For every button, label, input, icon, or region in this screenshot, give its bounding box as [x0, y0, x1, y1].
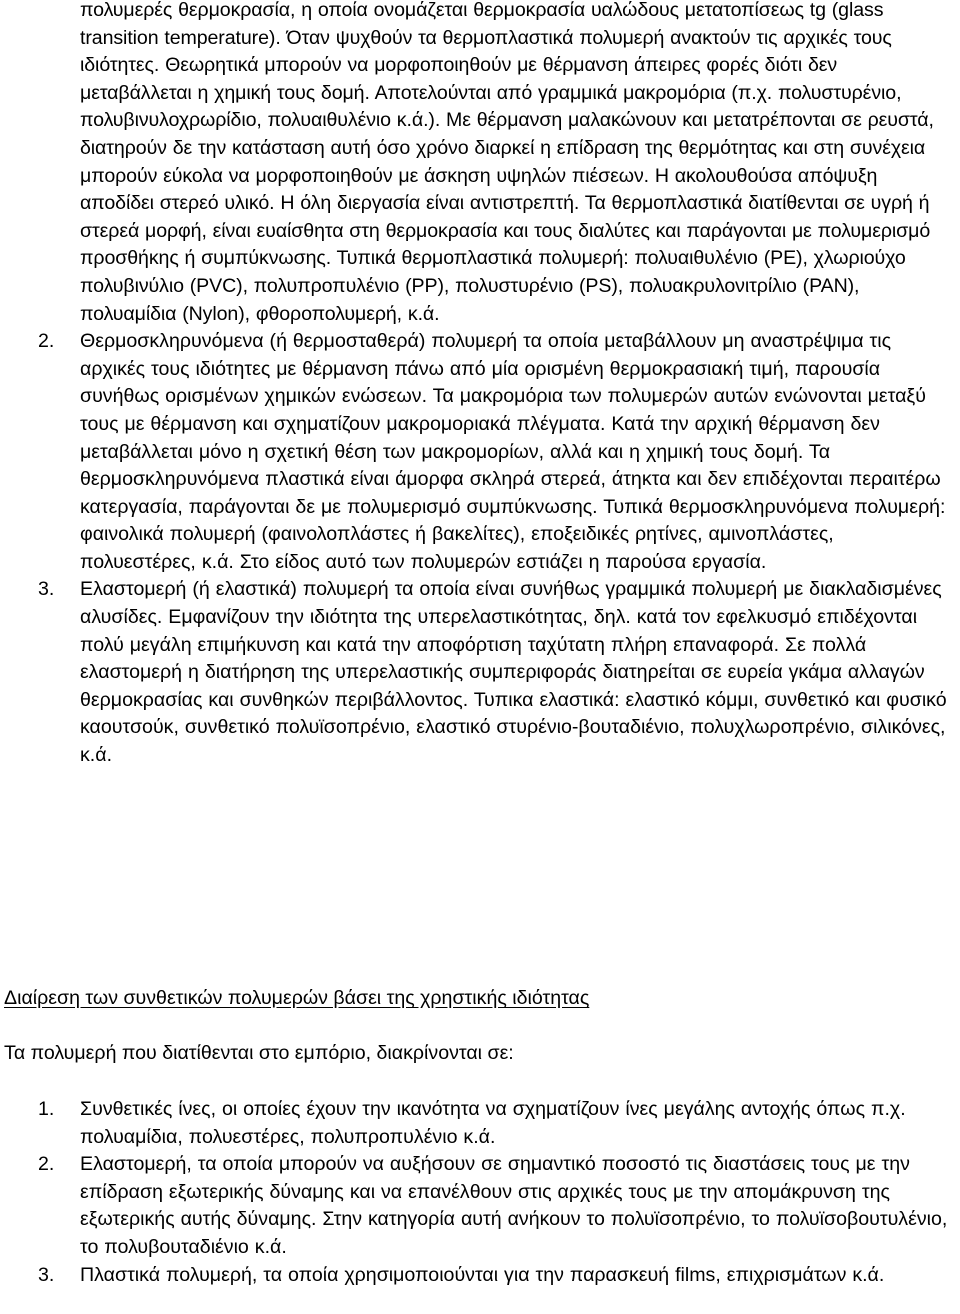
- list-item-number: 3.: [38, 1263, 55, 1286]
- list-item-number: 1.: [38, 1098, 55, 1120]
- list-item-number: 3.: [38, 578, 55, 601]
- intro-paragraph: Τα πολυμερή που διατίθενται στο εμπόριο, διακρίνονται σε:: [4, 1042, 514, 1064]
- list-item-text: Πλαστικά πολυμερή, τα οποία χρησιμοποιούνται για την παρασκευή films, επιχρισμάτων κ.ά.: [80, 1263, 885, 1286]
- list-item: [0, 576, 960, 769]
- list-item-text: Ελαστομερή (ή ελαστικά) πολυμερή τα οποία είναι συνήθως γραμμικά πολυμερή με διακλαδισμένες αλυσίδες. Εμφανίζουν την ιδιότητα της υπερελαστικότητας, δηλ. κατά τον εφελκυσμό επιδέχονται πολύ μεγάλη επιμήκυνση και κατά την αποφόρτιση ταχύτατη πλήρη επαναφορά. Σε πολλά ελαστομερή η διατήρηση της υπερελαστικής συμπεριφοράς διατηρείται σε ευρεία γκάμα αλλαγών θερμοκρασίας και συνθηκών περιβάλλοντος. Τυπικα ελαστικά: ελαστικό κόμμι, συνθετικό και φυσικό καουτσούκ, συνθετικό πολυϊσοπρένιο, ελαστικό στυρένιο-βουταδιένιο, πολυχλωροπρένιο, σιλικόνες, κ.ά.: [80, 578, 947, 767]
- list-item: [0, 0, 960, 328]
- commercial-polymers-list: [0, 1096, 960, 1289]
- list-item-text: Θερμοσκληρυνόμενα (ή θερμοσταθερά) πολυμερή τα οποία μεταβάλλουν μη αναστρέψιμα τις αρχικές τους ιδιότητες με θέρμανση πάνω από μία ορισμένη θερμοκρασιακή τιμή, παρουσία συνήθως ορισμένων χημικών ενώσεων. Τα μακρομόρια των πολυμερών αυτών ενώνονται μεταξύ τους με θέρμανση και σχηματίζουν μακρομοριακά πλέγματα. Κατά την αρχική θέρμανση δεν μεταβάλλεται μόνο η σχετική θέση των μακρομορίων, αλλά και η χημική τους δομή. Τα θερμοσκληρυνόμενα πλαστικά είναι άμορφα σκληρά στερεά, άτηκτα και δεν επιδέχονται περαιτέρω κατεργασία, παράγονται δε με πολυμερισμό συμπύκνωσης. Τυπικά θερμοσκληρυνόμενα πολυμερή: φαινολικά πολυμερή (φαινολοπλάστες ή βακελίτες), εποξειδικές ρητίνες, αμινοπλάστες, πολυεστέρες, κ.ά. Στο είδος αυτό των πολυμερών εστιάζει η παρούσα εργασία.: [80, 330, 946, 573]
- list-item-number: 2.: [38, 330, 55, 353]
- list-item: [0, 328, 960, 576]
- list-item-text: Συνθετικές ίνες, οι οποίες έχουν την ικανότητα να σχηματίζουν ίνες μεγάλης αντοχής όπως π.χ. πολυαμίδια, πολυεστέρες, πολυπροπυλένιο κ.ά.: [80, 1098, 906, 1148]
- list-item-number: 2.: [38, 1153, 55, 1176]
- list-item: [0, 1151, 960, 1261]
- list-item: [0, 1262, 960, 1290]
- list-item-text: πολυμερές θερμοκρασία, η οποία ονομάζεται θερμοκρασία υαλώδους μετατοπίσεως tg (glass transition temperature). Όταν ψυχθούν τα θερμοπλαστικά πολυμερή ανακτούν τις αρχικές τους ιδιότητες. Θεωρητικά μπορούν να μορφοποιηθούν με θέρμανση άπειρες φορές διότι δεν μεταβάλλεται η χημική τους δομή. Αποτελούνται από γραμμικά μακρομόρια (π.χ. πολυστυρένιο, πολυβινυλοχρωρίδιο, πολυαιθυλένιο κ.ά.). Με θέρμανση μαλακώνουν και μετατρέπονται σε ρευστά, διατηρούν δε την κατάσταση αυτή όσο χρόνο διαρκεί η επίδραση της θερμότητας και στη συνέχεια μπορούν εύκολα να μορφοποιηθούν με άσκηση υψηλών πιέσεων. Η ακολουθούσα απόψυξη αποδίδει στερεό υλικό. Η όλη διεργασία είναι αντιστρεπτή. Τα θερμοπλαστικά διατίθενται σε υγρή ή στερεά μορφή, είναι ευαίσθητα στη θερμοκρασία και τους διαλύτες και παράγονται με πολυμερισμό προσθήκης ή συμπύκνωσης. Τυπικά θερμοπλαστικά πολυμερή: πολυαιθυλένιο (PE), χλωριούχο πολυβινύλιο (PVC), πολυπροπυλένιο (PP), πολυστυρένιο (PS), πολυακρυλονιτρίλιο (PAN), πολυαμίδια (Nylon), φθοροπολυμερή, κ.ά.: [80, 0, 934, 325]
- list-item: [0, 1096, 960, 1151]
- section-heading: Διαίρεση των συνθετικών πολυμερών βάσει της χρηστικής ιδιότητας: [4, 987, 590, 1009]
- list-item-text: Ελαστομερή, τα οποία μπορούν να αυξήσουν σε σημαντικό ποσοστό τις διαστάσεις τους με την επίδραση εξωτερικής δύναμης και να επανέλθουν στις αρχικές τους με την απομάκρυνση της εξωτερικής αυτής δύναμης. Στην κατηγορία αυτή ανήκουν το πολυϊσοπρένιο, το πολυϊσοβουτυλένιο, το πολυβουταδιένιο κ.ά.: [80, 1153, 948, 1258]
